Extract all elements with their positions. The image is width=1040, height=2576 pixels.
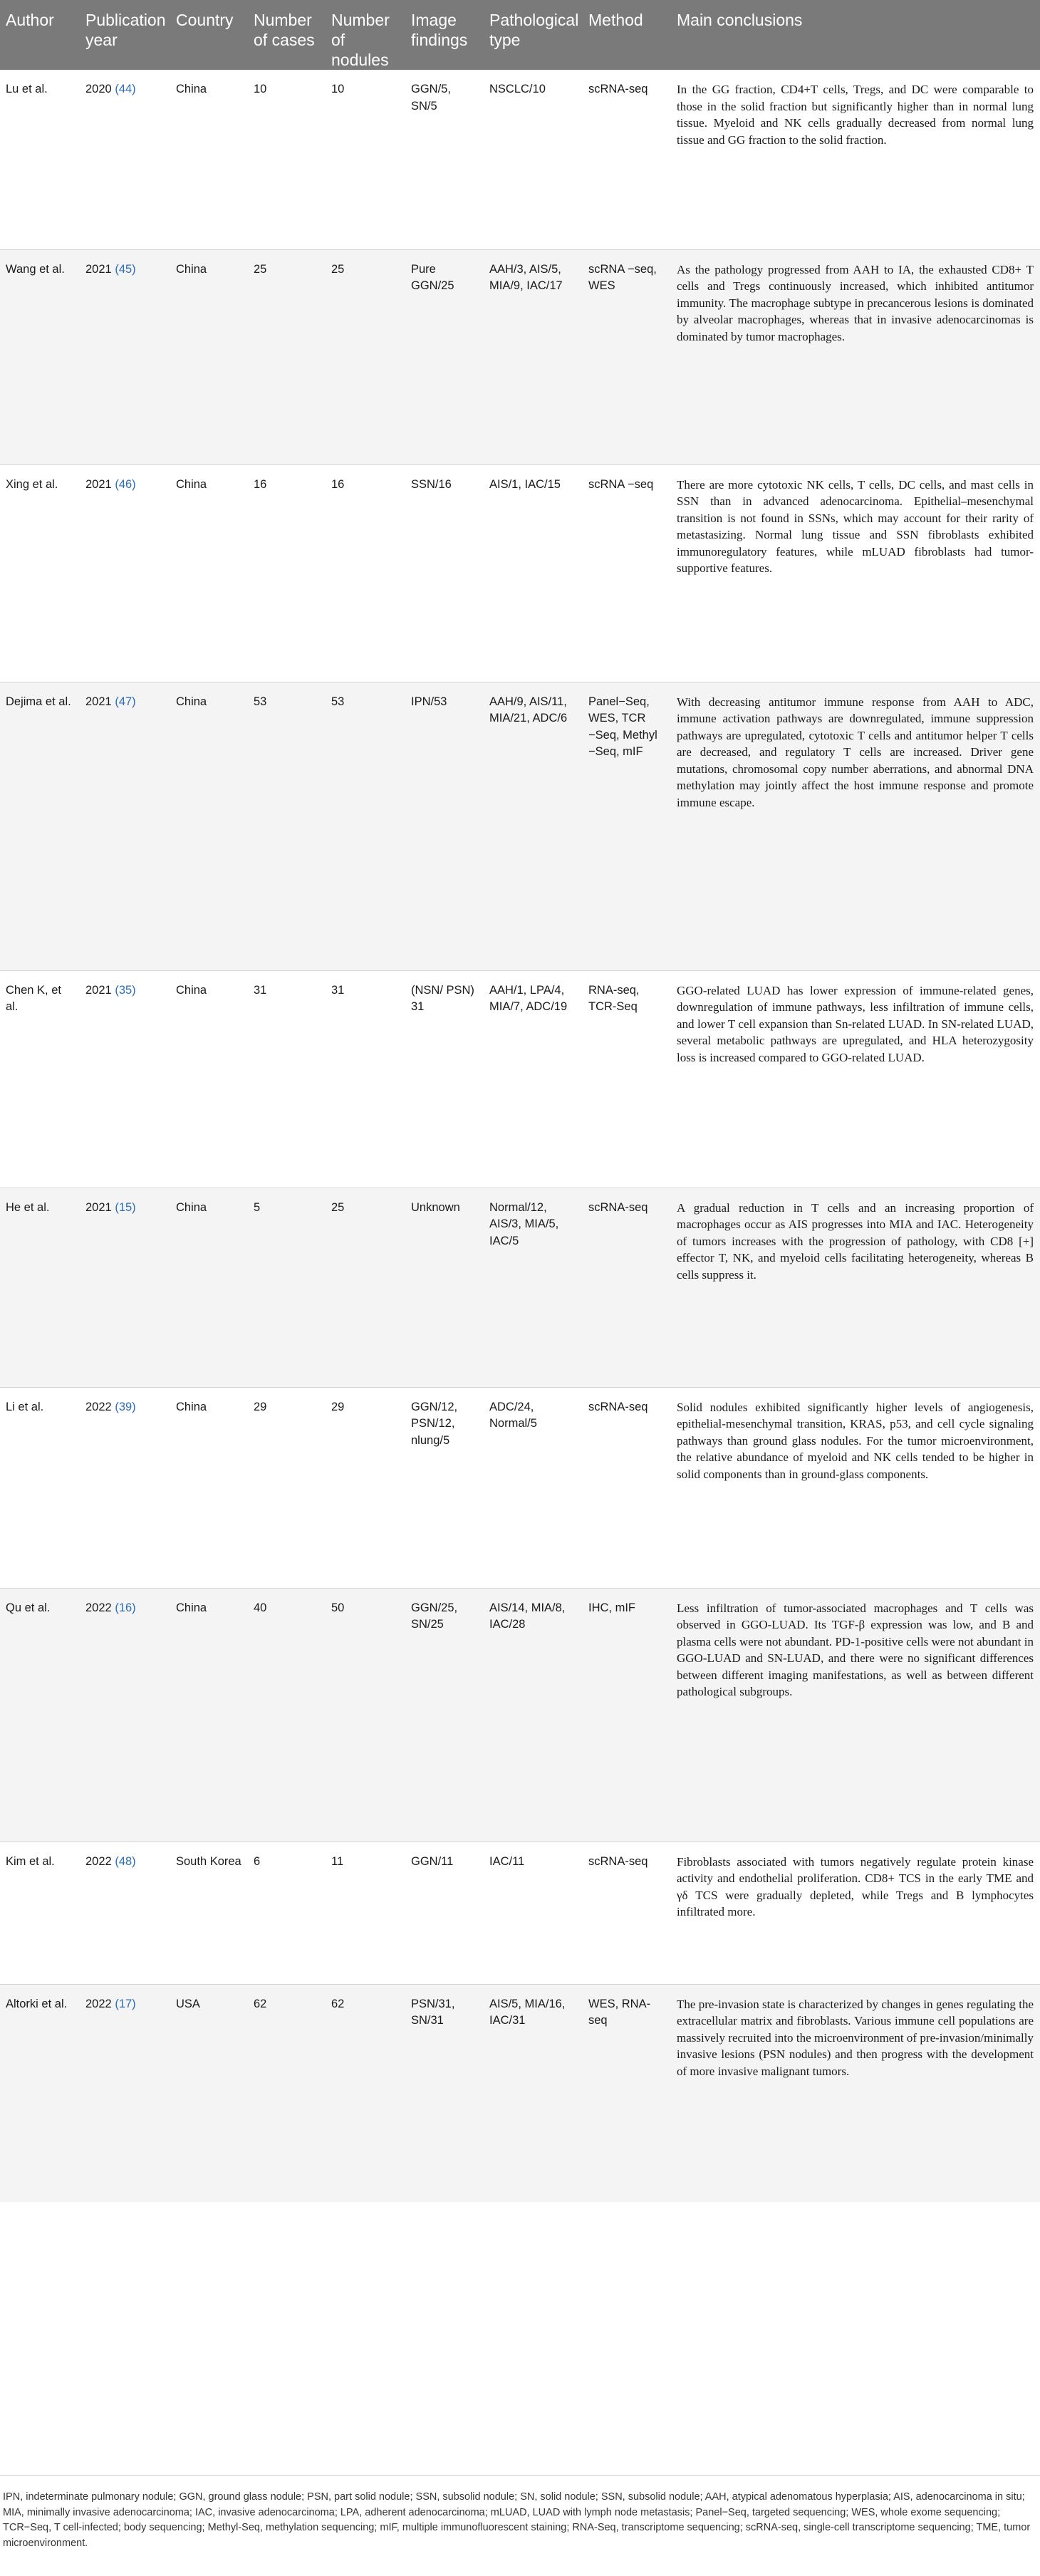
country-cell: China: [170, 70, 248, 249]
table-row: [0, 1188, 1040, 1387]
table-row: [0, 1984, 1040, 2202]
year-cell: [80, 1387, 170, 1588]
image-findings-cell: (NSN/ PSN) 31: [405, 970, 484, 1188]
cases-cell: 5: [248, 1188, 326, 1387]
year-cell: [80, 970, 170, 1188]
country-cell: China: [170, 464, 248, 682]
nodules-cell: 11: [326, 1842, 405, 1984]
country-cell: China: [170, 1588, 248, 1842]
image-findings-cell: PSN/31, SN/31: [405, 1984, 484, 2202]
year-cell: [80, 70, 170, 249]
method-cell: RNA-seq, TCR-Seq: [583, 970, 671, 1188]
year-value: 2020: [85, 83, 112, 95]
pathological-type-cell: IAC/11: [484, 1842, 583, 1984]
year-cell: [80, 1984, 170, 2202]
pathological-type-cell: AIS/14, MIA/8, IAC/28: [484, 1588, 583, 1842]
reference-number: 35: [118, 983, 132, 997]
cases-cell: 16: [248, 464, 326, 682]
cases-cell: 62: [248, 1984, 326, 2202]
method-cell: Panel−Seq, WES, TCR −Seq, Methyl −Seq, mIF: [583, 682, 671, 970]
country-cell: China: [170, 682, 248, 970]
method-cell: scRNA-seq: [583, 1842, 671, 1984]
image-findings-cell: GGN/5, SN/5: [405, 70, 484, 249]
header-image-findings: Image findings: [405, 0, 484, 70]
author-cell: Li et al.: [0, 1387, 80, 1588]
reference-link[interactable]: (46): [115, 477, 136, 491]
cases-cell: 25: [248, 249, 326, 464]
country-cell: South Korea: [170, 1842, 248, 1984]
reference-number: 45: [118, 262, 132, 276]
reference-link[interactable]: (15): [115, 1200, 136, 1214]
cases-cell: 10: [248, 70, 326, 249]
author-cell: Xing et al.: [0, 464, 80, 682]
reference-link[interactable]: (48): [115, 1854, 136, 1868]
author-cell: Chen K, et al.: [0, 970, 80, 1188]
country-cell: China: [170, 970, 248, 1188]
country-cell: China: [170, 1387, 248, 1588]
country-cell: USA: [170, 1984, 248, 2202]
nodules-cell: 62: [326, 1984, 405, 2202]
conclusion-cell: Less infiltration of tumor-associated macrophages and T cells was observed in GGO-LUAD. Its TGF-β expression was low, and B and plasma cells were not abundant. PD-1-positive cells were not abundant in GGO-LUAD and SN-LUAD, and there were no significant differences between different imaging manifestations, as well as between different pathological subgroups.: [671, 1588, 1040, 1842]
nodules-cell: 25: [326, 249, 405, 464]
nodules-cell: 50: [326, 1588, 405, 1842]
year-cell: [80, 464, 170, 682]
conclusion-cell: Fibroblasts associated with tumors negatively regulate protein kinase activity and endothelial proliferation. CD8+ TCS in the early TME and γδ TCS were gradually depleted, while Tregs and B lymphocytes infiltrated more.: [671, 1842, 1040, 1984]
table-row: [0, 249, 1040, 464]
image-findings-cell: SSN/16: [405, 464, 484, 682]
method-cell: scRNA-seq: [583, 1188, 671, 1387]
year-value: 2022: [85, 1997, 112, 2010]
year-value: 2022: [85, 1854, 112, 1868]
pathological-type-cell: Normal/12, AIS/3, MIA/5, IAC/5: [484, 1188, 583, 1387]
pathological-type-cell: AAH/3, AIS/5, MIA/9, IAC/17: [484, 249, 583, 464]
nodules-cell: 16: [326, 464, 405, 682]
cases-cell: 40: [248, 1588, 326, 1842]
table-row: [0, 970, 1040, 1188]
pathological-type-cell: ADC/24, Normal/5: [484, 1387, 583, 1588]
reference-link[interactable]: (47): [115, 695, 136, 708]
nodules-cell: 29: [326, 1387, 405, 1588]
header-main-conclusions: Main conclusions: [671, 0, 1040, 70]
pathological-type-cell: AIS/1, IAC/15: [484, 464, 583, 682]
pathological-type-cell: AAH/9, AIS/11, MIA/21, ADC/6: [484, 682, 583, 970]
header-number-of-cases: Number of cases: [248, 0, 326, 70]
header-country: Country: [170, 0, 248, 70]
header-pathological-type: Pathological type: [484, 0, 583, 70]
nodules-cell: 31: [326, 970, 405, 1188]
conclusion-cell: With decreasing antitumor immune response from AAH to ADC, immune activation pathways are downregulated, immune suppression pathways are upregulated, cytotoxic T cells and antitumor helper T cells are decreased, and regulatory T cells are increased. Driver gene mutations, chromosomal copy number aberrations, and abnormal DNA methylation may jointly affect the host immune response and promote immune escape.: [671, 682, 1040, 970]
author-cell: Qu et al.: [0, 1588, 80, 1842]
header-method: Method: [583, 0, 671, 70]
year-value: 2021: [85, 1200, 112, 1214]
conclusion-cell: GGO-related LUAD has lower expression of immune-related genes, downregulation of immune pathways, less infiltration of immune cells, and lower T cell expansion than Sn-related LUAD. In SN-related LUAD, several metabolic pathways are upregulated, and HLA heterozygosity loss is increased compared to GGO-related LUAD.: [671, 970, 1040, 1188]
cases-cell: 29: [248, 1387, 326, 1588]
author-cell: Dejima et al.: [0, 682, 80, 970]
year-value: 2021: [85, 477, 112, 491]
conclusion-cell: A gradual reduction in T cells and an increasing proportion of macrophages occur as AIS progresses into MIA and IAC. Heterogeneity of tumors increases with the progression of pathology, with CD8 [+] effector T, NK, and myeloid cells facilitating heterogeneity, whereas B cells suppress it.: [671, 1188, 1040, 1387]
year-value: 2022: [85, 1400, 112, 1413]
reference-number: 39: [118, 1400, 132, 1413]
author-cell: Kim et al.: [0, 1842, 80, 1984]
year-value: 2021: [85, 695, 112, 708]
reference-link[interactable]: (39): [115, 1400, 136, 1413]
nodules-cell: 25: [326, 1188, 405, 1387]
country-cell: China: [170, 249, 248, 464]
author-cell: He et al.: [0, 1188, 80, 1387]
year-value: 2021: [85, 262, 112, 276]
table-row: [0, 70, 1040, 249]
cases-cell: 31: [248, 970, 326, 1188]
table-footnote: IPN, indeterminate pulmonary nodule; GGN, ground glass nodule; PSN, part solid nodule; SSN, subsolid nodule; SN, solid nodule; SSN, subsolid nodule; AAH, atypical adenomatous hyperplasia; AIS, adenocarcinoma in situ; MIA, minimally invasive adenocarcinoma; IAC, invasive adenocarcinoma; LPA, adherent adenocarcinoma; mLUAD, LUAD with lymph node metastasis; Panel−Seq, targeted sequencing; WES, whole exome sequencing; TCR−Seq, T cell-infected; body sequencing; Methyl-Seq, methylation sequencing; mIF, multiple immunofluorescent staining; RNA-Seq, transcriptome sequencing; scRNA-seq, single-cell transcriptome sequencing; TME, tumor microenvironment.: [0, 2475, 1040, 2551]
pathological-type-cell: AAH/1, LPA/4, MIA/7, ADC/19: [484, 970, 583, 1188]
method-cell: IHC, mIF: [583, 1588, 671, 1842]
reference-link[interactable]: (45): [115, 262, 136, 276]
method-cell: scRNA −seq, WES: [583, 249, 671, 464]
year-value: 2021: [85, 983, 112, 997]
reference-number: 48: [118, 1854, 132, 1868]
method-cell: WES, RNA-seq: [583, 1984, 671, 2202]
reference-number: 47: [118, 695, 132, 708]
header-number-of-nodules: Number of nodules: [326, 0, 405, 70]
conclusion-cell: Solid nodules exhibited significantly higher levels of angiogenesis, epithelial-mesenchymal transition, KRAS, p53, and cell cycle signaling pathways than ground glass nodules. For the tumor microenvironment, the relative abundance of myeloid and NK cells tended to be higher in solid components than in ground-glass components.: [671, 1387, 1040, 1588]
cases-cell: 6: [248, 1842, 326, 1984]
method-cell: scRNA-seq: [583, 70, 671, 249]
year-value: 2022: [85, 1601, 112, 1614]
image-findings-cell: Pure GGN/25: [405, 249, 484, 464]
author-cell: Altorki et al.: [0, 1984, 80, 2202]
reference-number: 16: [118, 1601, 132, 1614]
reference-link[interactable]: (16): [115, 1601, 136, 1614]
method-cell: scRNA −seq: [583, 464, 671, 682]
header-author: Author: [0, 0, 80, 70]
conclusion-cell: As the pathology progressed from AAH to IA, the exhausted CD8+ T cells and Tregs continuously increased, which inhibited antitumor immunity. The macrophage subtype in precancerous lesions is dominated by alveolar macrophages, whereas that in invasive adenocarcinomas is dominated by tumor macrophages.: [671, 249, 1040, 464]
conclusion-cell: The pre-invasion state is characterized by changes in genes regulating the extracellular matrix and fibroblasts. Various immune cell populations are massively recruited into the microenvironment of pre-invasion/minimally invasive lesions (PSN nodules) and then progress with the development of more invasive malignant tumors.: [671, 1984, 1040, 2202]
year-cell: [80, 249, 170, 464]
nodules-cell: 53: [326, 682, 405, 970]
year-cell: [80, 1188, 170, 1387]
author-cell: Lu et al.: [0, 70, 80, 249]
reference-number: 17: [118, 1997, 132, 2010]
image-findings-cell: GGN/11: [405, 1842, 484, 1984]
table-row: [0, 1842, 1040, 1984]
image-findings-cell: IPN/53: [405, 682, 484, 970]
reference-link[interactable]: (17): [115, 1997, 136, 2010]
conclusion-cell: There are more cytotoxic NK cells, T cells, DC cells, and mast cells in SSN than in advanced adenocarcinoma. Epithelial–mesenchymal transition is not found in SSNs, which may account for their rarity of metastasizing. Normal lung tissue and SSN fibroblasts exhibited immunoregulatory features, while mLUAD fibroblasts had tumor-supportive features.: [671, 464, 1040, 682]
table-row: [0, 1387, 1040, 1588]
reference-link[interactable]: (44): [115, 83, 136, 95]
reference-number: 15: [118, 1200, 132, 1214]
cases-cell: 53: [248, 682, 326, 970]
conclusion-cell: In the GG fraction, CD4+T cells, Tregs, and DC were comparable to those in the solid fraction but significantly higher than in normal lung tissue. Myeloid and NK cells gradually decreased from normal lung tissue and GG fraction to the solid fraction.: [671, 70, 1040, 249]
reference-link[interactable]: (35): [115, 983, 136, 997]
table-header-row: [0, 0, 1040, 70]
pathological-type-cell: AIS/5, MIA/16, IAC/31: [484, 1984, 583, 2202]
country-cell: China: [170, 1188, 248, 1387]
header-publication-year: Publication year: [80, 0, 170, 70]
nodules-cell: 10: [326, 70, 405, 249]
year-cell: [80, 682, 170, 970]
image-findings-cell: GGN/25, SN/25: [405, 1588, 484, 1842]
year-cell: [80, 1588, 170, 1842]
table-row: [0, 464, 1040, 682]
image-findings-cell: Unknown: [405, 1188, 484, 1387]
author-cell: Wang et al.: [0, 249, 80, 464]
year-cell: [80, 1842, 170, 1984]
table-row: [0, 1588, 1040, 1842]
pathological-type-cell: NSCLC/10: [484, 70, 583, 249]
method-cell: scRNA-seq: [583, 1387, 671, 1588]
image-findings-cell: GGN/12, PSN/12, nlung/5: [405, 1387, 484, 1588]
reference-number: 46: [118, 477, 132, 491]
reference-number: 44: [118, 83, 132, 95]
table-row: [0, 682, 1040, 970]
